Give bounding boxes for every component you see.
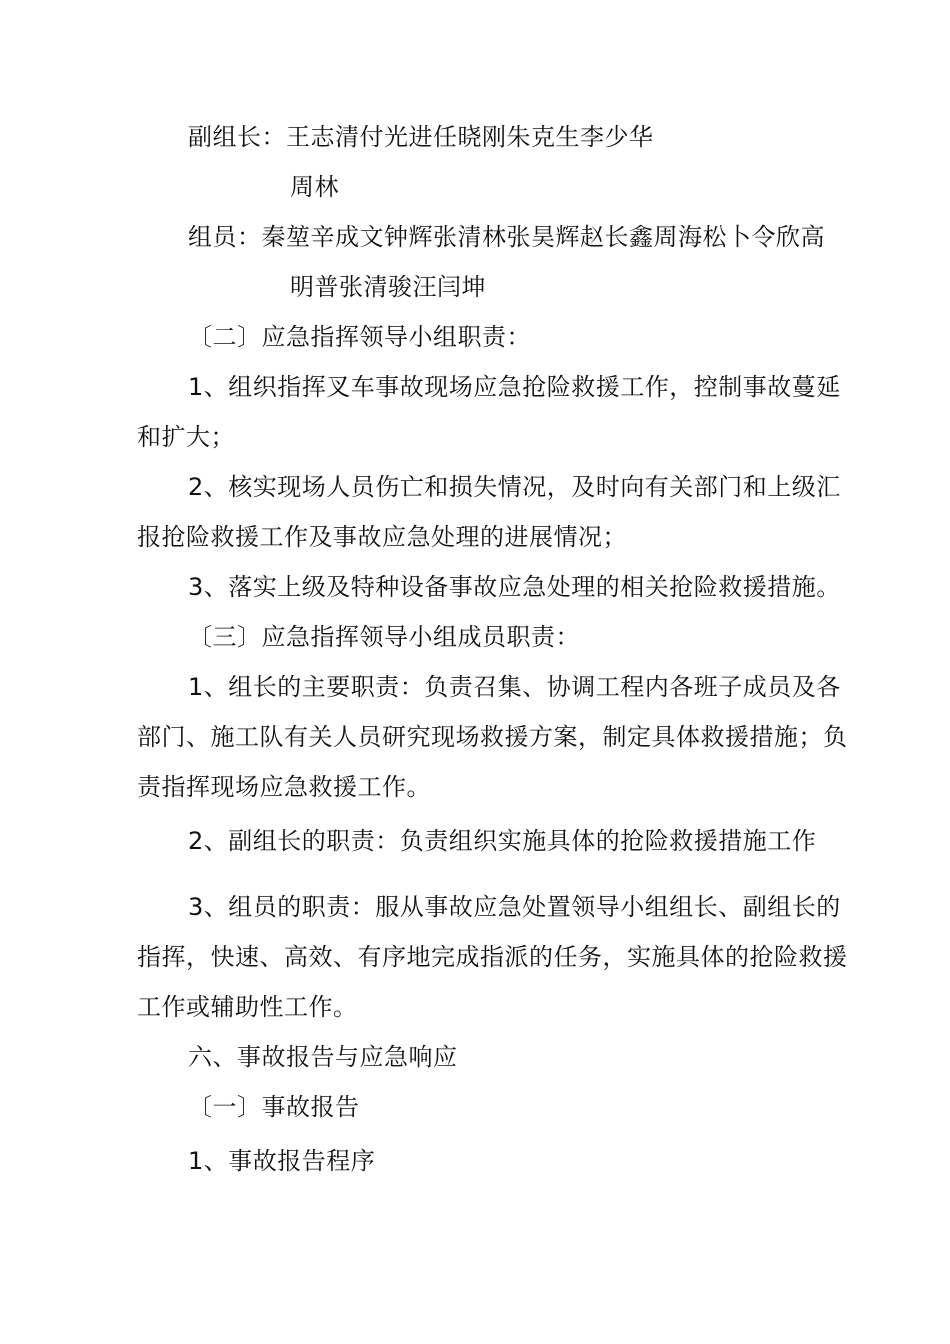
report-procedure-heading: 1、事故报告程序 [188,1147,376,1175]
members-continuation: 明普张清骏汪闫坤 [290,273,486,301]
section-heading-2: 〔二〕应急指挥领导小组职责： [188,323,531,351]
deputy-leader-continuation: 周林 [290,173,339,201]
leader-duty-line-1: 1、组长的主要职责：负责召集、协调工程内各班子成员及各 [188,673,841,701]
member-duty-line-3: 工作或辅助性工作。 [137,993,358,1021]
subsection-heading-1: 〔一〕事故报告 [188,1093,360,1121]
deputy-duty-line: 2、副组长的职责：负责组织实施具体的抢险救援措施工作 [188,827,817,855]
member-duty-line-1: 3、组员的职责：服从事故应急处置领导小组组长、副组长的 [188,893,841,921]
section-heading-6: 六、事故报告与应急响应 [188,1043,458,1071]
duty-1-line-2: 和扩大； [137,423,235,451]
leader-duty-line-2: 部门、施工队有关人员研究现场救援方案，制定具体救援措施；负 [137,723,848,751]
duty-1-line-1: 1、组织指挥叉车事故现场应急抢险救援工作，控制事故蔓延 [188,373,841,401]
member-duty-line-2: 指挥，快速、高效、有序地完成指派的任务，实施具体的抢险救援 [137,943,848,971]
deputy-leader-line: 副组长：王志清付光进任晓刚朱克生李少华 [188,123,654,151]
members-line: 组员：秦堃辛成文钟辉张清林张昊辉赵长鑫周海松卜令欣高 [188,223,825,251]
section-heading-3: 〔三〕应急指挥领导小组成员职责： [188,623,580,651]
leader-duty-line-3: 责指挥现场应急救援工作。 [137,773,431,801]
duty-2-line-1: 2、核实现场人员伤亡和损失情况，及时向有关部门和上级汇 [188,473,841,501]
duty-3-line: 3、落实上级及特种设备事故应急处理的相关抢险救援措施。 [188,573,841,601]
duty-2-line-2: 报抢险救援工作及事故应急处理的进展情况； [137,523,627,551]
